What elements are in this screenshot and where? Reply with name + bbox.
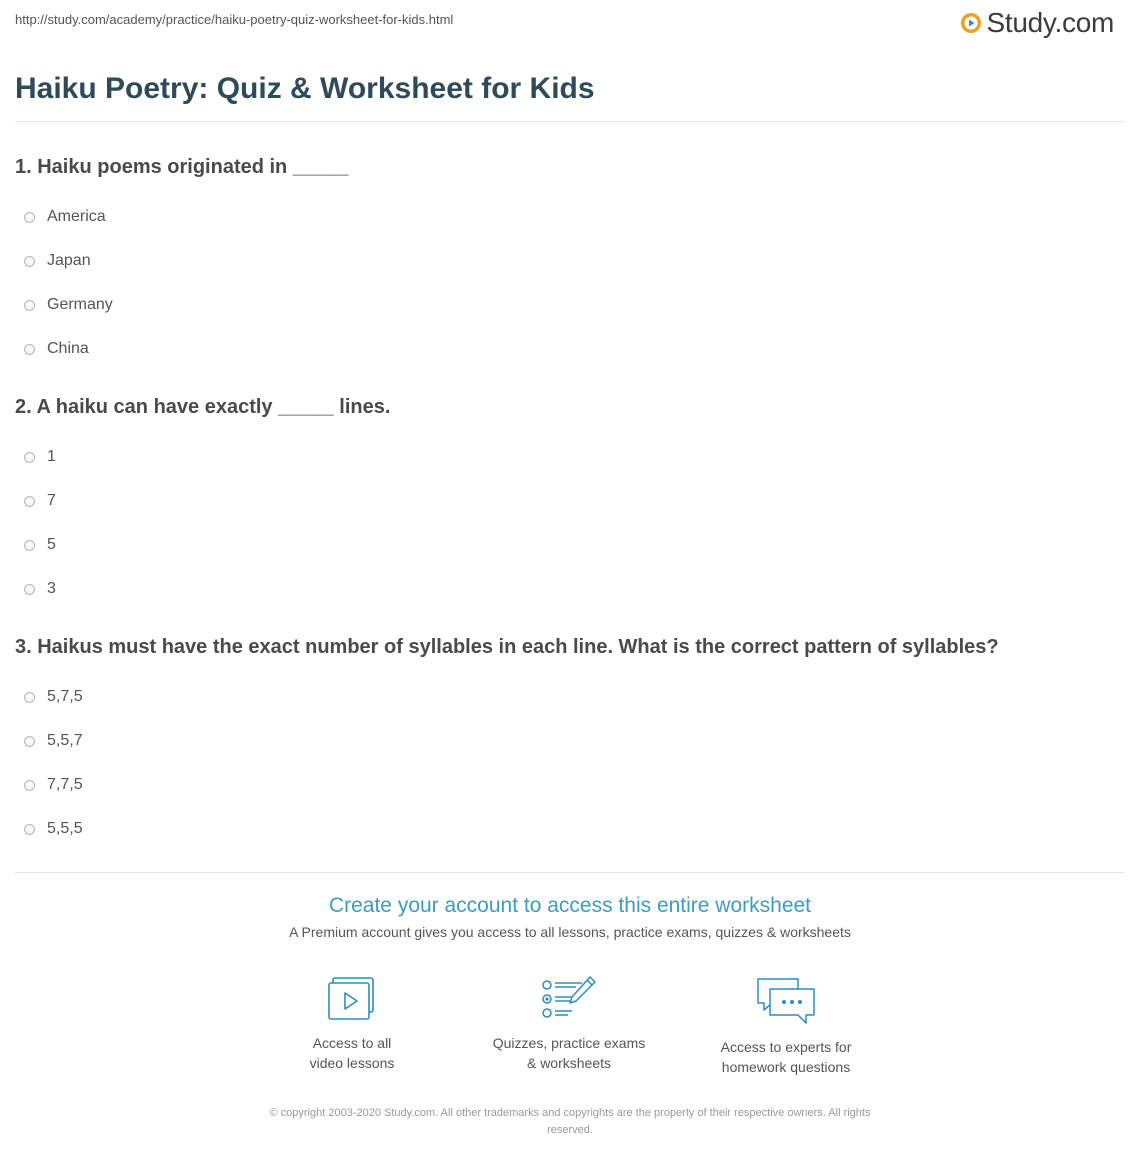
question-text: 3. Haikus must have the exact number of syllables in each line. What is the correct pattern of syllables? (15, 636, 999, 658)
answer-option[interactable] (15, 327, 1125, 371)
study-logo[interactable] (960, 7, 1115, 39)
radio-button[interactable] (24, 584, 35, 595)
quiz-checklist-icon (540, 975, 598, 1023)
answer-option[interactable] (15, 675, 1125, 719)
cta-title-link[interactable]: Create your account to access this entire worksheet (328, 894, 812, 917)
answer-option[interactable] (15, 479, 1125, 523)
answer-options (15, 435, 1125, 611)
copyright-line: © copyright 2003-2020 Study.com. All other trademarks and copyrights are the property of their respective owners. All rights (269, 1107, 871, 1119)
copyright-line: reserved. (547, 1124, 593, 1136)
top-bar (0, 0, 1140, 48)
radio-button[interactable] (24, 540, 35, 551)
divider (15, 121, 1125, 122)
radio-button[interactable] (24, 256, 35, 267)
option-label: 1 (47, 448, 56, 465)
page-url: http://study.com/academy/practice/haiku-poetry-quiz-worksheet-for-kids.html (15, 12, 454, 27)
question-text: 2. A haiku can have exactly _____ lines. (15, 396, 391, 418)
radio-button[interactable] (24, 824, 35, 835)
option-label: 5,5,7 (47, 732, 83, 749)
option-label: 5 (47, 536, 56, 553)
answer-option[interactable] (15, 283, 1125, 327)
radio-button[interactable] (24, 692, 35, 703)
feature-quizzes (479, 975, 659, 1073)
radio-button[interactable] (24, 452, 35, 463)
video-lessons-icon (325, 975, 379, 1023)
option-label: 7 (47, 492, 56, 509)
answer-option[interactable] (15, 195, 1125, 239)
chat-bubbles-icon (754, 975, 818, 1027)
radio-button[interactable] (24, 736, 35, 747)
question-3 (15, 633, 1125, 851)
radio-button[interactable] (24, 300, 35, 311)
answer-option[interactable] (15, 239, 1125, 283)
option-label: China (47, 340, 89, 357)
answer-option[interactable] (15, 523, 1125, 567)
play-logo-icon (960, 12, 982, 34)
feature-experts (696, 975, 876, 1077)
question-text: 1. Haiku poems originated in _____ (15, 156, 349, 178)
copyright-notice (0, 1105, 1140, 1139)
answer-option[interactable] (15, 719, 1125, 763)
question-1 (15, 153, 1125, 371)
radio-button[interactable] (24, 496, 35, 507)
signup-cta (0, 894, 1140, 940)
answer-option[interactable] (15, 435, 1125, 479)
feature-label: Quizzes, practice exams & worksheets (492, 1035, 646, 1071)
answer-option[interactable] (15, 807, 1125, 851)
question-2 (15, 393, 1125, 611)
logo-text: Study.com (986, 7, 1114, 38)
feature-video-lessons (262, 975, 442, 1073)
divider (15, 872, 1125, 873)
answer-option[interactable] (15, 763, 1125, 807)
answer-options (15, 675, 1125, 851)
option-label: 3 (47, 580, 56, 597)
premium-features (0, 975, 1140, 1085)
radio-button[interactable] (24, 344, 35, 355)
option-label: Japan (47, 252, 91, 269)
feature-label: Access to all video lessons (309, 1035, 395, 1071)
option-label: 5,5,5 (47, 820, 83, 837)
answer-options (15, 195, 1125, 371)
feature-label: Access to experts for homework questions (720, 1039, 852, 1075)
page-title: Haiku Poetry: Quiz & Worksheet for Kids (15, 72, 595, 105)
option-label: America (47, 208, 106, 225)
answer-option[interactable] (15, 567, 1125, 611)
option-label: 5,7,5 (47, 688, 83, 705)
cta-subtitle: A Premium account gives you access to all lessons, practice exams, quizzes & worksheets (289, 924, 851, 940)
radio-button[interactable] (24, 780, 35, 791)
option-label: Germany (47, 296, 113, 313)
radio-button[interactable] (24, 212, 35, 223)
option-label: 7,7,5 (47, 776, 83, 793)
